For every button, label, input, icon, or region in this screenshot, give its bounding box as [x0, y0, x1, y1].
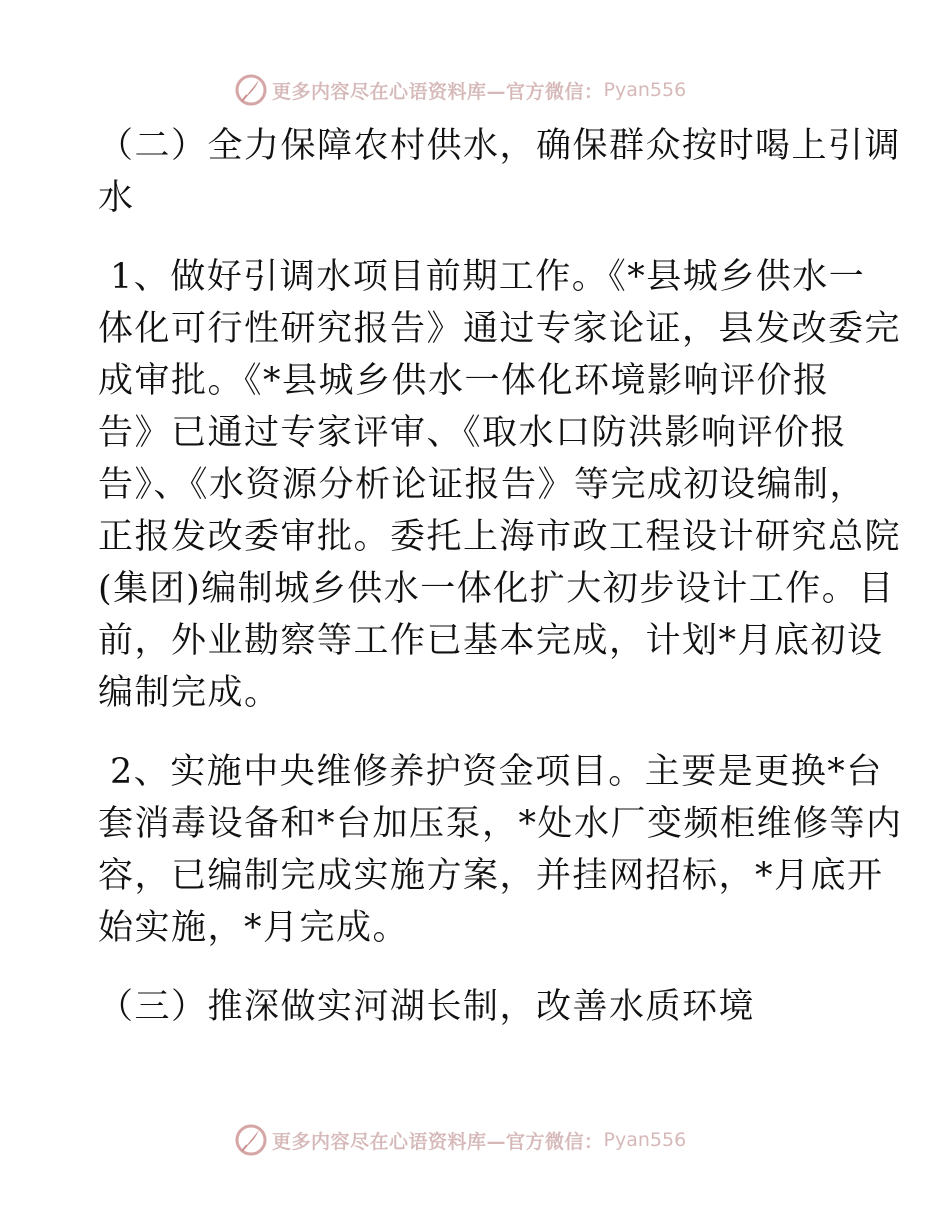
- footer-watermark: [234, 1122, 686, 1158]
- header-watermark: [234, 72, 686, 108]
- item1-line: 成审批。《*县城乡供水一体化环境影响评价报: [98, 361, 830, 401]
- section2-title-line2: 水: [98, 178, 135, 218]
- document-body: [98, 120, 903, 1033]
- section3-title: （三）推深做实河湖长制，改善水质环境: [98, 987, 756, 1027]
- section2-title-line1: （二）全力保障农村供水，确保群众按时喝上引调: [98, 126, 902, 166]
- item2-line: 始实施，*月完成。: [98, 908, 410, 948]
- item2-line: 2、实施中央维修养护资金项目。主要是更换*台: [110, 752, 883, 792]
- item1-line: 告》已通过专家评审、《取水口防洪影响评价报: [98, 413, 848, 453]
- item1-line: (集团)编制城乡供水一体化扩大初步设计工作。目: [98, 569, 895, 609]
- item1-line: 告》、《水资源分析论证报告》等完成初设编制，: [98, 465, 867, 505]
- watermark-account: Pyan556: [603, 79, 687, 101]
- watermark-account: Pyan556: [603, 1129, 687, 1151]
- item2-line: 容，已编制完成实施方案，并挂网招标，*月底开: [98, 856, 884, 896]
- item1-line: 1、做好引调水项目前期工作。《*县城乡供水一: [110, 257, 866, 297]
- item1-line: 体化可行性研究报告》通过专家论证，县发改委完: [98, 309, 902, 349]
- item1-line: 前，外业勘察等工作已基本完成，计划*月底初设: [98, 621, 884, 661]
- watermark-text: 更多内容尽在心语资料库—官方微信：: [272, 80, 604, 103]
- item1-line: 正报发改委审批。委托上海市政工程设计研究总院: [98, 517, 902, 557]
- watermark-text: 更多内容尽在心语资料库—官方微信：: [272, 1130, 604, 1153]
- item2-line: 套消毒设备和*台加压泵，*处水厂变频柜维修等内: [98, 804, 903, 844]
- feather-logo-icon: [234, 1123, 268, 1157]
- feather-logo-icon: [234, 73, 268, 107]
- item1-line: 编制完成。: [98, 673, 281, 713]
